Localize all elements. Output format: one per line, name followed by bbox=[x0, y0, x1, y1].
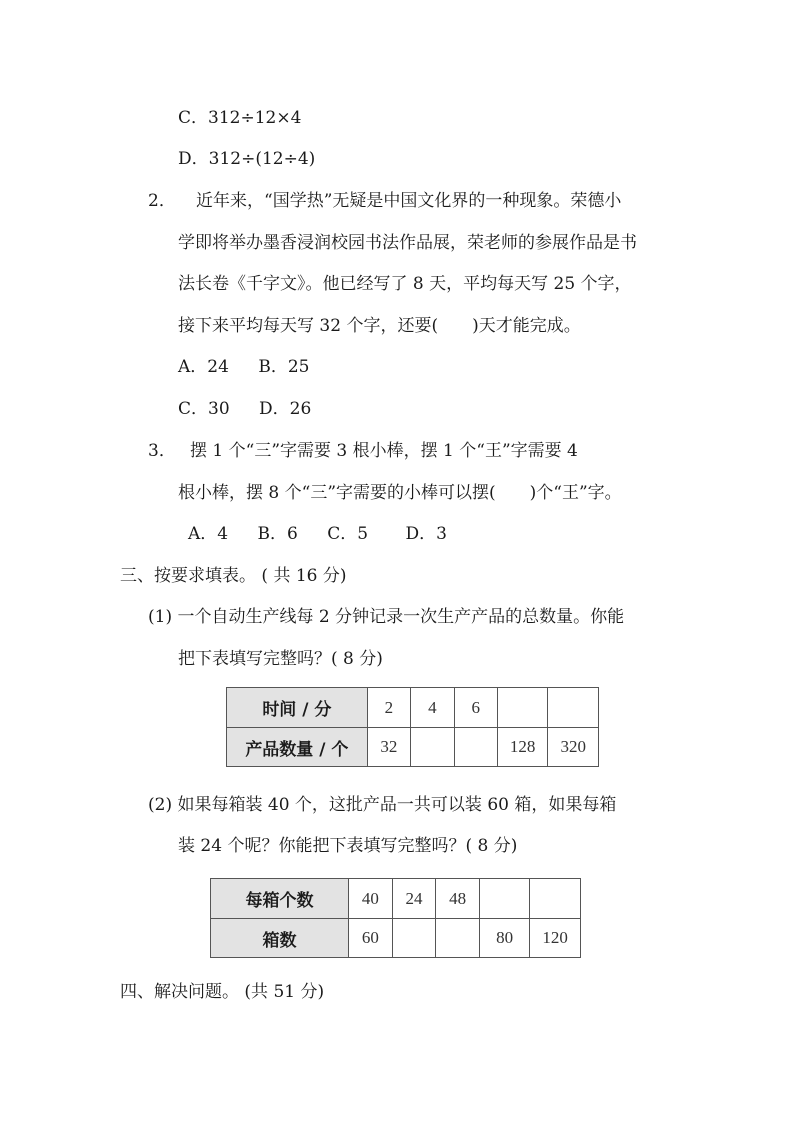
question-2-options-cd bbox=[178, 397, 311, 421]
option-a: A．24 bbox=[178, 357, 229, 377]
question-2-number: 2． bbox=[148, 191, 176, 211]
table-cell: 48 bbox=[436, 879, 480, 919]
option-d: D．312÷(12÷4) bbox=[178, 149, 316, 169]
option-a: A．4 bbox=[188, 524, 229, 544]
table-header: 箱数 bbox=[211, 919, 349, 958]
time-product-table bbox=[226, 687, 599, 767]
part-2-line-1: (2) 如果每箱装 40 个，这批产品一共可以装 60 箱，如果每箱 bbox=[148, 795, 617, 815]
table-cell: 80 bbox=[479, 919, 529, 958]
table-cell: 320 bbox=[548, 728, 599, 767]
question-2-line-3: 法长卷《千字文》。他已经写了 8 天，平均每天写 25 个字， bbox=[178, 274, 632, 294]
table-cell: 2 bbox=[367, 688, 411, 728]
option-d: D．3 bbox=[405, 524, 447, 544]
box-count-table bbox=[210, 878, 581, 958]
question-2-line-2: 学即将举办墨香浸润校园书法作品展，荣老师的参展作品是书 bbox=[178, 233, 637, 253]
table-cell bbox=[436, 919, 480, 958]
table-cell: 60 bbox=[349, 919, 393, 958]
table-cell bbox=[454, 728, 497, 767]
table-cell: 120 bbox=[530, 919, 581, 958]
table-cell: 32 bbox=[367, 728, 411, 767]
option-d: D．26 bbox=[259, 399, 312, 419]
question-3-options bbox=[188, 522, 447, 546]
question-3-number: 3． bbox=[148, 441, 176, 461]
part-2-line-2: 装 24 个呢？你能把下表填写完整吗？( 8 分) bbox=[178, 836, 518, 856]
option-c: C．312÷12×4 bbox=[178, 108, 302, 128]
part-1-line-2: 把下表填写完整吗？( 8 分) bbox=[178, 649, 383, 669]
table-cell bbox=[530, 879, 581, 919]
section-4-heading: 四、解决问题。 (共 51 分) bbox=[120, 982, 325, 1002]
table-cell: 4 bbox=[411, 688, 454, 728]
table-cell bbox=[392, 919, 436, 958]
table-cell: 24 bbox=[392, 879, 436, 919]
option-b: B．6 bbox=[257, 524, 298, 544]
question-3-line-1: 摆 1 个“三”字需要 3 根小棒，摆 1 个“王”字需要 4 bbox=[190, 441, 578, 461]
table-header: 每箱个数 bbox=[211, 879, 349, 919]
question-2-line-1: 近年来，“国学热”无疑是中国文化界的一种现象。荣德小 bbox=[196, 191, 622, 211]
table-cell bbox=[411, 728, 454, 767]
table-cell: 128 bbox=[497, 728, 548, 767]
table-cell: 40 bbox=[349, 879, 393, 919]
table-cell bbox=[548, 688, 599, 728]
question-2-options-ab bbox=[178, 355, 309, 379]
part-1-line-1: (1) 一个自动生产线每 2 分钟记录一次生产产品的总数量。你能 bbox=[148, 607, 625, 627]
table-cell bbox=[479, 879, 529, 919]
option-c: C．5 bbox=[327, 524, 369, 544]
question-3-line-2: 根小棒，摆 8 个“三”字需要的小棒可以摆( )个“王”字。 bbox=[178, 483, 622, 503]
table-header: 产品数量 / 个 bbox=[227, 728, 368, 767]
table-header: 时间 / 分 bbox=[227, 688, 368, 728]
table-cell: 6 bbox=[454, 688, 497, 728]
option-c: C．30 bbox=[178, 399, 230, 419]
section-3-heading: 三、按要求填表。 ( 共 16 分) bbox=[120, 566, 347, 586]
table-cell bbox=[497, 688, 548, 728]
question-2-line-4: 接下来平均每天写 32 个字，还要( )天才能完成。 bbox=[178, 316, 581, 336]
option-b: B．25 bbox=[258, 357, 310, 377]
